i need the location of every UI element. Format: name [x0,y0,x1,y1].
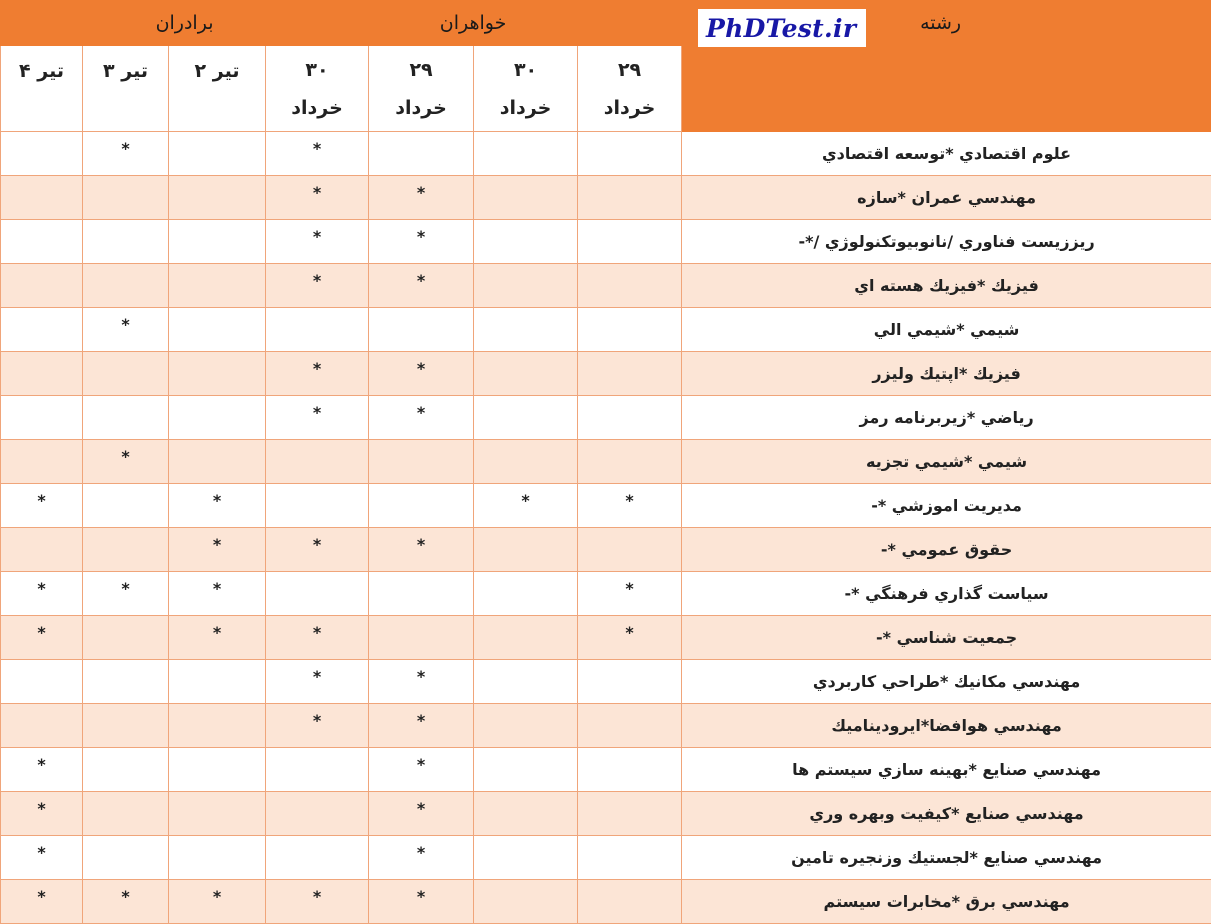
schedule-mark-cell: * [1,484,83,528]
major-name-cell: علوم اقتصادي *توسعه اقتصادي [682,132,1211,176]
table-row [1,440,1211,484]
major-name-cell: مهندسي عمران *سازه [682,176,1211,220]
schedule-mark-cell [169,660,266,704]
date-column-header: ۲۹ خرداد [369,46,474,132]
schedule-mark-cell [83,528,169,572]
schedule-mark-cell [169,440,266,484]
schedule-mark-cell [83,792,169,836]
schedule-mark-cell: * [369,792,474,836]
schedule-mark-cell: * [266,132,369,176]
table-row [1,132,1211,176]
schedule-mark-cell [474,264,578,308]
schedule-mark-cell: * [266,880,369,924]
schedule-mark-cell [578,176,682,220]
schedule-mark-cell [266,836,369,880]
schedule-mark-cell [578,440,682,484]
schedule-mark-cell [474,616,578,660]
schedule-mark-cell [1,528,83,572]
schedule-mark-cell: * [169,484,266,528]
schedule-mark-cell [169,704,266,748]
schedule-mark-cell: * [369,352,474,396]
major-header [578,1,1211,46]
table-row [1,792,1211,836]
date-column-header: ۳۰ خرداد [266,46,369,132]
table-row [1,396,1211,440]
schedule-mark-cell [369,440,474,484]
table-row [1,616,1211,660]
schedule-mark-cell [266,572,369,616]
table-row [1,836,1211,880]
schedule-mark-cell: * [266,704,369,748]
schedule-mark-cell: * [369,748,474,792]
schedule-mark-cell: * [474,484,578,528]
schedule-mark-cell [474,220,578,264]
table-row [1,748,1211,792]
schedule-mark-cell [83,396,169,440]
schedule-mark-cell [1,264,83,308]
schedule-mark-cell [474,792,578,836]
date-column-header: ۲۹ خرداد [578,46,682,132]
schedule-mark-cell: * [266,616,369,660]
schedule-mark-cell [474,704,578,748]
schedule-mark-cell: * [369,264,474,308]
schedule-mark-cell: * [266,352,369,396]
schedule-mark-cell [474,660,578,704]
schedule-mark-cell: * [1,880,83,924]
schedule-mark-cell: * [578,616,682,660]
schedule-mark-cell [169,836,266,880]
schedule-mark-cell [83,660,169,704]
header-group-row [1,1,1211,46]
date-column-header: ۲ تیر [169,46,266,132]
schedule-mark-cell [83,484,169,528]
schedule-mark-cell [83,836,169,880]
schedule-mark-cell: * [266,264,369,308]
major-name-cell: مهندسي هوافضا*ايرودیناميك [682,704,1211,748]
schedule-mark-cell [369,308,474,352]
table-row [1,308,1211,352]
major-name-cell: مهندسي صنايع *كيفيت وبهره وري [682,792,1211,836]
major-name-cell: مهندسي برق *مخابرات سيستم [682,880,1211,924]
schedule-mark-cell [83,176,169,220]
major-name-cell: شيمي *شيمي تجزيه [682,440,1211,484]
major-name-cell: فيزيك *فيزيك هسته اي [682,264,1211,308]
schedule-mark-cell: * [83,440,169,484]
schedule-mark-cell [83,616,169,660]
schedule-mark-cell [169,264,266,308]
schedule-mark-cell [369,572,474,616]
schedule-mark-cell [474,176,578,220]
schedule-mark-cell: * [169,528,266,572]
major-name-cell: مهندسي صنايع *بهينه سازي سيستم ها [682,748,1211,792]
schedule-mark-cell: * [266,396,369,440]
major-name-cell: سياست گذاري فرهنگي *- [682,572,1211,616]
major-name-cell: مديريت اموزشي *- [682,484,1211,528]
schedule-mark-cell: * [266,660,369,704]
schedule-mark-cell [83,748,169,792]
schedule-mark-cell: * [578,572,682,616]
schedule-mark-cell [474,132,578,176]
schedule-mark-cell [1,660,83,704]
schedule-mark-cell [474,880,578,924]
schedule-mark-cell [578,528,682,572]
schedule-mark-cell [578,836,682,880]
schedule-mark-cell: * [83,880,169,924]
table-row [1,220,1211,264]
phdtest-watermark: PhDTest.ir [706,14,857,43]
schedule-mark-cell [266,440,369,484]
date-column-header: ۳۰ خرداد [474,46,578,132]
schedule-mark-cell [474,308,578,352]
header-date-row [1,46,1211,132]
major-name-cell: مهندسي صنايع *لجستيك وزنجيره تامين [682,836,1211,880]
schedule-mark-cell: * [578,484,682,528]
schedule-mark-cell [578,220,682,264]
date-column-header: ۳ تیر [83,46,169,132]
schedule-mark-cell: * [266,528,369,572]
schedule-mark-cell [578,132,682,176]
table-row [1,704,1211,748]
schedule-mark-cell [83,264,169,308]
schedule-mark-cell: * [369,220,474,264]
schedule-mark-cell [1,440,83,484]
schedule-mark-cell [474,440,578,484]
schedule-mark-cell [369,616,474,660]
schedule-mark-cell: * [369,704,474,748]
schedule-mark-cell [578,748,682,792]
schedule-mark-cell [169,176,266,220]
schedule-mark-cell [578,704,682,748]
table-row [1,572,1211,616]
schedule-mark-cell: * [266,176,369,220]
major-header-fill [682,46,1211,132]
schedule-mark-cell: * [369,396,474,440]
schedule-mark-cell: * [169,616,266,660]
schedule-mark-cell [1,132,83,176]
schedule-mark-cell [1,220,83,264]
major-name-cell: ريززيست فناوري /نانوبيوتكنولوژي /*- [682,220,1211,264]
major-header-label: رشته [920,12,962,34]
major-name-cell: مهندسي مكانيك *طراحي كاربردي [682,660,1211,704]
schedule-mark-cell: * [83,132,169,176]
schedule-mark-cell: * [1,748,83,792]
schedule-mark-cell [474,572,578,616]
schedule-mark-cell [1,396,83,440]
schedule-mark-cell [578,352,682,396]
schedule-mark-cell: * [369,880,474,924]
schedule-mark-cell [474,352,578,396]
schedule-mark-cell: * [369,660,474,704]
schedule-mark-cell [1,352,83,396]
schedule-mark-cell [369,484,474,528]
schedule-mark-cell [1,308,83,352]
schedule-mark-cell [266,484,369,528]
schedule-mark-cell [578,264,682,308]
schedule-mark-cell [578,396,682,440]
schedule-mark-cell [169,792,266,836]
schedule-mark-cell [578,792,682,836]
schedule-mark-cell [266,748,369,792]
schedule-mark-cell: * [369,176,474,220]
major-name-cell: رياضي *زيربرنامه رمز [682,396,1211,440]
schedule-mark-cell [169,220,266,264]
table-row [1,176,1211,220]
schedule-mark-cell [1,704,83,748]
schedule-mark-cell [1,176,83,220]
schedule-mark-cell: * [83,308,169,352]
schedule-mark-cell: * [1,792,83,836]
schedule-mark-cell: * [369,528,474,572]
table-row [1,528,1211,572]
schedule-mark-cell [169,132,266,176]
table-row [1,880,1211,924]
schedule-mark-cell [578,880,682,924]
major-name-cell: حقوق عمومي *- [682,528,1211,572]
major-name-cell: جمعيت شناسي *- [682,616,1211,660]
schedule-mark-cell [369,132,474,176]
date-column-header: ۴ تیر [1,46,83,132]
schedule-mark-cell: * [1,616,83,660]
schedule-mark-cell: * [1,572,83,616]
schedule-mark-cell: * [83,572,169,616]
schedule-mark-cell [578,308,682,352]
major-name-cell: شيمي *شيمي الي [682,308,1211,352]
major-name-cell: فيزيك *اپتيك وليزر [682,352,1211,396]
schedule-mark-cell: * [369,836,474,880]
schedule-mark-cell: * [169,880,266,924]
table-row [1,352,1211,396]
schedule-mark-cell [83,704,169,748]
schedule-mark-cell: * [1,836,83,880]
schedule-mark-cell [169,396,266,440]
schedule-mark-cell: * [169,572,266,616]
schedule-mark-cell [83,352,169,396]
schedule-mark-cell [474,396,578,440]
table-row [1,484,1211,528]
schedule-mark-cell: * [266,220,369,264]
schedule-mark-cell [474,528,578,572]
brothers-header: برادران [1,1,369,46]
schedule-mark-cell [474,836,578,880]
schedule-mark-cell [169,308,266,352]
schedule-mark-cell [169,748,266,792]
sisters-header: خواهران [369,1,578,46]
schedule-mark-cell [474,748,578,792]
schedule-mark-cell [169,352,266,396]
table-row [1,264,1211,308]
table-row [1,660,1211,704]
schedule-mark-cell [266,308,369,352]
schedule-mark-cell [83,220,169,264]
schedule-mark-cell [266,792,369,836]
schedule-mark-cell [578,660,682,704]
